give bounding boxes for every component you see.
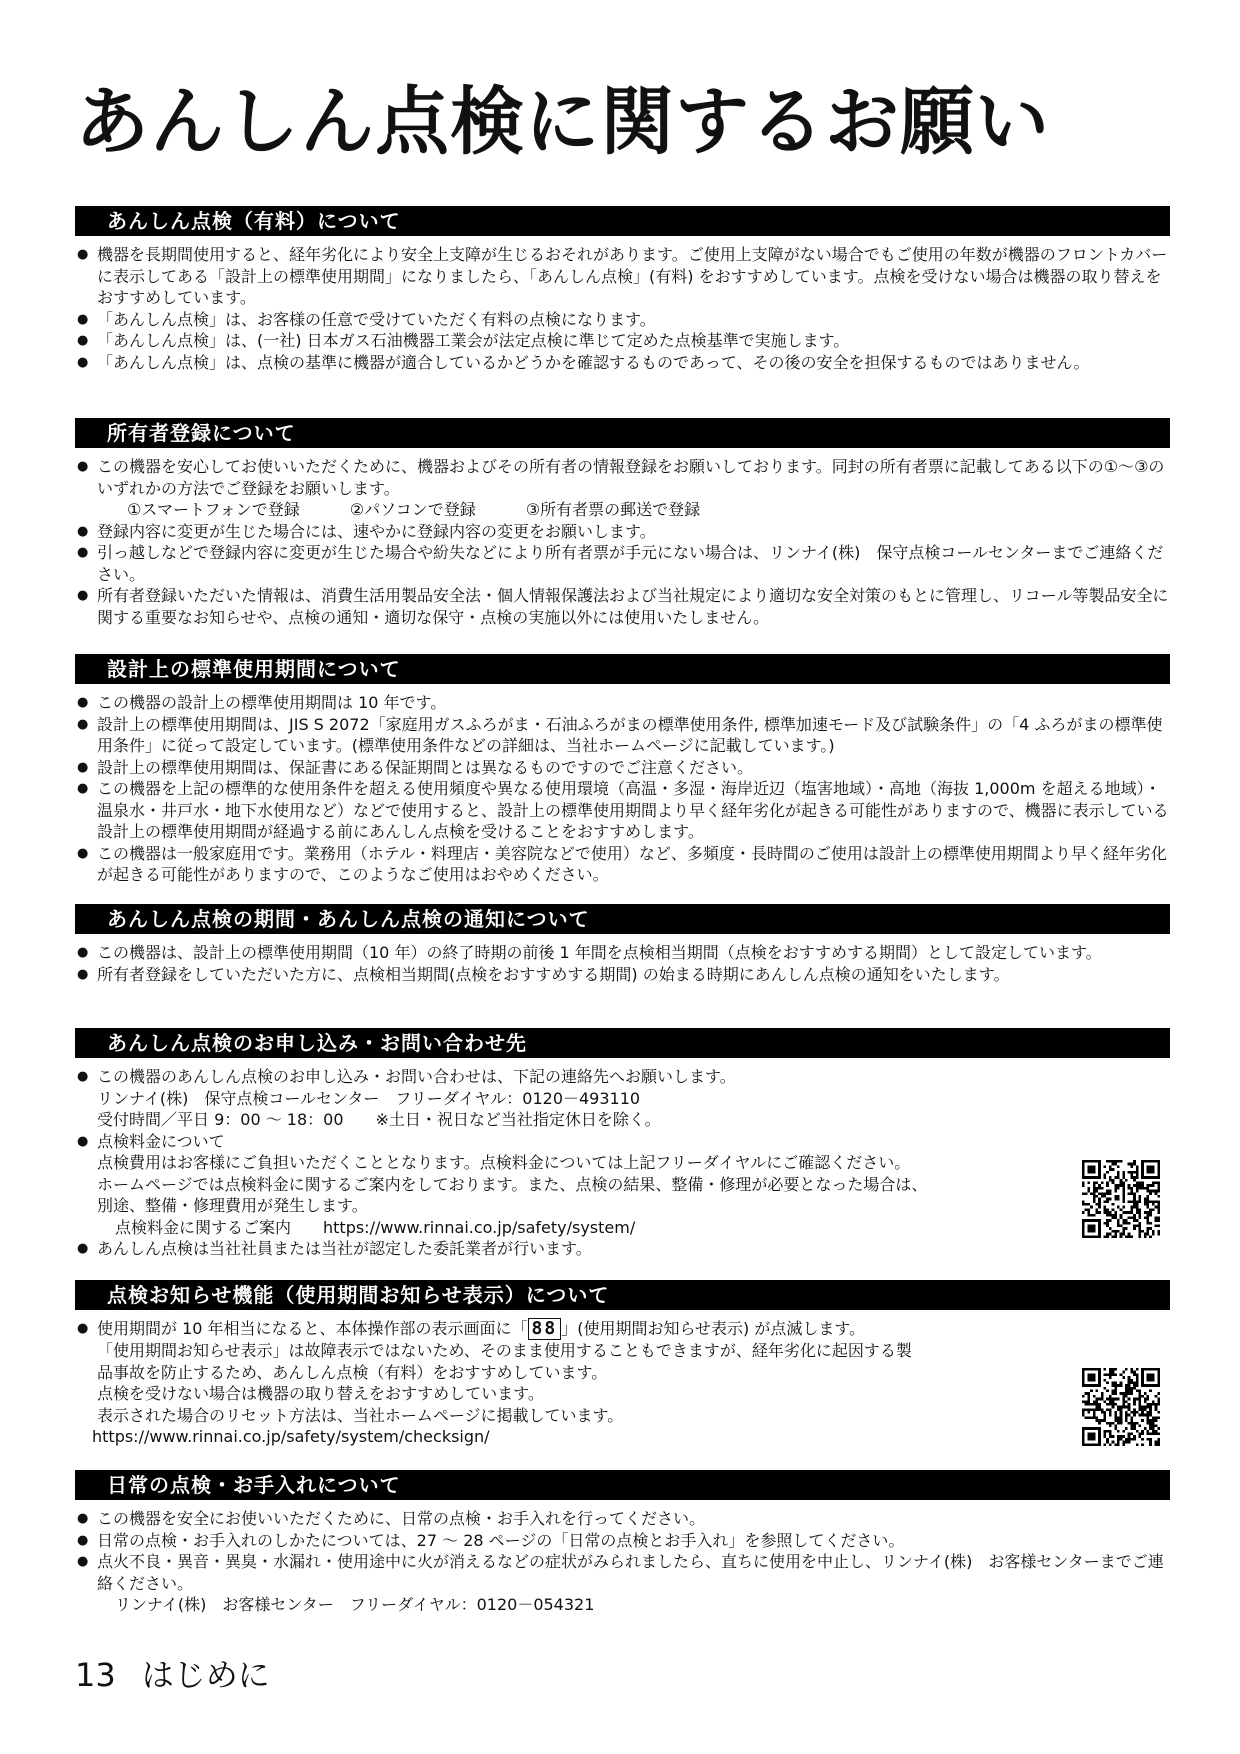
bullet-icon: ● [77, 845, 89, 861]
option-pc: ②パソコンで登録 [349, 500, 476, 519]
page-number: 13 [75, 1656, 116, 1694]
section-daily-care [75, 1470, 1170, 1616]
sign-text: 表示された場合のリセット方法は、当社ホームページに掲載しています。 [97, 1405, 624, 1425]
item-text-pre: 使用期間が 10 年相当になると、本体操作部の表示画面に「 [97, 1319, 528, 1338]
list-item [75, 1508, 1170, 1530]
item-text: あんしん点検は当社社員または当社が認定した委託業者が行います。 [97, 1239, 592, 1258]
section-heading: あんしん点検（有料）について [75, 206, 1170, 236]
chapter-label: はじめに [141, 1656, 270, 1694]
display-88-icon: 88 [528, 1318, 562, 1340]
item-text: この機器を安全にお使いいただくために、日常の点検・お手入れを行ってください。 [97, 1509, 706, 1528]
list-item [75, 244, 1170, 309]
item-text: 引っ越しなどで登録内容に変更が生じた場合や紛失などにより所有者票が手元にない場合は、リンナイ(株) 保守点検コールセンターまでご連絡ください。 [97, 543, 1164, 584]
call-center-line: リンナイ(株) 保守点検コールセンター フリーダイヤル：0120－493110 [97, 1088, 641, 1108]
fee-text: 別途、整備・修理費用が発生します。 [97, 1196, 368, 1215]
hours-line: 受付時間／平日 9：00 ～ 18：00 ※土日・祝日など当社指定休日を除く。 [97, 1110, 661, 1129]
list-item [75, 778, 1170, 843]
item-text: この機器を上記の標準的な使用条件を超える使用頻度や異なる使用環境（高温・多湿・海岸近辺（塩害地域）・高地（海抜 1,000m を超える地域）・温泉水・井戸水・地下水使用など）などで使用すると、設計上の標準使用期間より早く経年劣化が起きる可能性がありますので、機器に表示している設計上の標準使用期間が経過する前にあんしん点検を受けることをおすすめします。 [97, 779, 1169, 841]
fee-text: 点検費用はお客様にご負担いただくこととなります。点検料金については上記フリーダイヤルにご確認ください。 [97, 1153, 911, 1172]
list-item [75, 714, 1170, 757]
fee-guide-link[interactable]: 点検料金に関するご案内 https://www.rinnai.co.jp/safety/system/ [115, 1217, 636, 1237]
bullet-icon: ● [77, 1133, 89, 1149]
bullet-icon: ● [77, 459, 89, 474]
item-text: この機器は、設計上の標準使用期間（10 年）の終了時期の前後 1 年間を点検相当期間（点検をおすすめする期間）として設定しています。 [97, 943, 1102, 962]
item-text-post: 」(使用期間お知らせ表示) が点滅します。 [561, 1319, 866, 1338]
section-usage-period-sign [75, 1280, 1170, 1448]
bullet-icon: ● [77, 1321, 89, 1336]
list-item [75, 1131, 1170, 1239]
item-text: この機器を安心してお使いいただくために、機器およびその所有者の情報登録をお願いしております。同封の所有者票に記載してある以下の①～③のいずれかの方法でご登録をお願いします。 [97, 457, 1165, 498]
item-text: 点火不良・異音・異臭・水漏れ・使用途中に火が消えるなどの症状がみられましたら、直ちに使用を中止し、リンナイ(株) お客様センターまでご連絡ください。 [97, 1552, 1164, 1593]
item-text: 「あんしん点検」は、(一社) 日本ガス石油機器工業会が法定点検に準じて定めた点検基準で実施します。 [97, 331, 850, 350]
section-owner-registration [75, 418, 1170, 628]
list-item [75, 942, 1170, 964]
list-item [75, 1551, 1170, 1616]
option-smartphone: ①スマートフォンで登録 [127, 500, 300, 519]
list-item [75, 1066, 1170, 1131]
bullet-icon: ● [77, 781, 89, 796]
checksign-link[interactable]: https://www.rinnai.co.jp/safety/system/checksign/ [92, 1427, 490, 1446]
item-text: 登録内容に変更が生じた場合には、速やかに登録内容の変更をお願いします。 [97, 521, 656, 541]
section-heading: あんしん点検のお申し込み・お問い合わせ先 [75, 1028, 1170, 1058]
item-text: 点検料金について [97, 1131, 225, 1151]
registration-options [97, 499, 1170, 521]
item-text: 設計上の標準使用期間は、JIS S 2072「家庭用ガスふろがま・石油ふろがまの標準使用条件, 標準加速モード及び試験条件」の「4 ふろがまの標準使用条件」に従って設定しています。(標準使用条件などの詳細は、当社ホームページに記載しています。) [97, 714, 1163, 755]
bullet-icon: ● [77, 523, 89, 539]
bullet-icon: ● [77, 333, 89, 348]
section-heading: あんしん点検の期間・あんしん点検の通知について [75, 904, 1170, 934]
section-heading: 点検お知らせ機能（使用期間お知らせ表示）について [75, 1280, 1170, 1310]
item-text: 設計上の標準使用期間は、保証書にある保証期間とは異なるものですのでご注意ください。 [97, 757, 754, 777]
page-footer [75, 1650, 270, 1696]
item-text: 日常の点検・お手入れのしかたについては、27 ～ 28 ページの「日常の点検とお手入れ」を参照してください。 [97, 1530, 905, 1550]
qr-code-checksign[interactable] [1082, 1368, 1160, 1446]
bullet-icon: ● [77, 545, 89, 560]
bullet-icon: ● [77, 1554, 89, 1569]
section-standard-period [75, 654, 1170, 886]
sign-text: 品事故を防止するため、あんしん点検（有料）をおすすめしています。 [97, 1362, 608, 1382]
section-anshin [75, 206, 1170, 373]
list-item [75, 352, 1170, 374]
bullet-icon: ● [77, 1069, 89, 1084]
list-item [75, 1318, 1170, 1448]
list-item [75, 330, 1170, 352]
list-item [75, 585, 1170, 628]
sign-text: 「使用期間お知らせ表示」は故障表示ではないため、そのまま使用することもできますが、経年劣化に起因する製 [97, 1341, 912, 1360]
item-text: 機器を長期間使用すると、経年劣化により安全上支障が生じるおそれがあります。ご使用上支障がない場合でもご使用の年数が機器のフロントカバーに表示してある「設計上の標準使用期間」になりましたら、「あんしん点検」(有料) をおすすめしています。点検を受けない場合は機器の取り替えをおすすめしています。 [97, 245, 1168, 307]
sign-text: 点検を受けない場合は機器の取り替えをおすすめしています。 [97, 1384, 544, 1403]
section-heading: 日常の点検・お手入れについて [75, 1470, 1170, 1500]
item-text: この機器のあんしん点検のお申し込み・お問い合わせは、下記の連絡先へお願いします。 [97, 1067, 736, 1086]
qr-code-fee[interactable] [1082, 1160, 1160, 1238]
bullet-icon: ● [77, 759, 89, 775]
bullet-icon: ● [77, 588, 89, 603]
item-text [97, 1318, 1170, 1340]
list-item [75, 456, 1170, 521]
bullet-icon: ● [77, 945, 89, 960]
bullet-icon: ● [77, 1241, 89, 1256]
option-mail: ③所有者票の郵送で登録 [525, 500, 701, 519]
item-text: この機器は一般家庭用です。業務用（ホテル・料理店・美容院などで使用）など、多頻度・長時間のご使用は設計上の標準使用期間より早く経年劣化が起きる可能性がありますので、このようなご使用はおやめください。 [97, 843, 1167, 884]
bullet-icon: ● [77, 1532, 89, 1548]
fee-text: ホームページでは点検料金に関するご案内をしております。また、点検の結果、整備・修理が必要となった場合は、 [97, 1174, 928, 1194]
bullet-icon: ● [77, 695, 89, 710]
bullet-icon: ● [77, 311, 89, 327]
list-item [75, 1238, 1170, 1260]
list-item [75, 309, 1170, 331]
item-text: 「あんしん点検」は、お客様の任意で受けていただく有料の点検になります。 [97, 309, 656, 329]
page-title: あんしん点検に関するお願い [75, 79, 1050, 165]
bullet-icon: ● [77, 966, 89, 982]
customer-center-line: リンナイ(株) お客様センター フリーダイヤル：0120－054321 [115, 1595, 595, 1614]
bullet-icon: ● [77, 354, 89, 370]
section-notice [75, 904, 1170, 985]
section-heading: 設計上の標準使用期間について [75, 654, 1170, 684]
list-item [75, 757, 1170, 779]
list-item [75, 692, 1170, 714]
section-contact [75, 1028, 1170, 1260]
bullet-icon: ● [77, 247, 89, 262]
list-item [75, 1530, 1170, 1552]
list-item [75, 843, 1170, 886]
item-text: この機器の設計上の標準使用期間は 10 年です。 [97, 693, 447, 712]
item-text: 所有者登録いただいた情報は、消費生活用製品安全法・個人情報保護法および当社規定により適切な安全対策のもとに管理し、リコール等製品安全に関する重要なお知らせや、点検の通知・適切な保守・点検の実施以外には使用いたしません。 [97, 586, 1169, 627]
item-text: 所有者登録をしていただいた方に、点検相当期間(点検をおすすめする期間) の始まる時期にあんしん点検の通知をいたします。 [97, 964, 1010, 984]
section-heading: 所有者登録について [75, 418, 1170, 448]
list-item [75, 521, 1170, 543]
list-item [75, 964, 1170, 986]
list-item [75, 542, 1170, 585]
bullet-icon: ● [77, 716, 89, 732]
item-text: 「あんしん点検」は、点検の基準に機器が適合しているかどうかを確認するものであって、その後の安全を担保するものではありません。 [97, 352, 1090, 372]
bullet-icon: ● [77, 1511, 89, 1526]
